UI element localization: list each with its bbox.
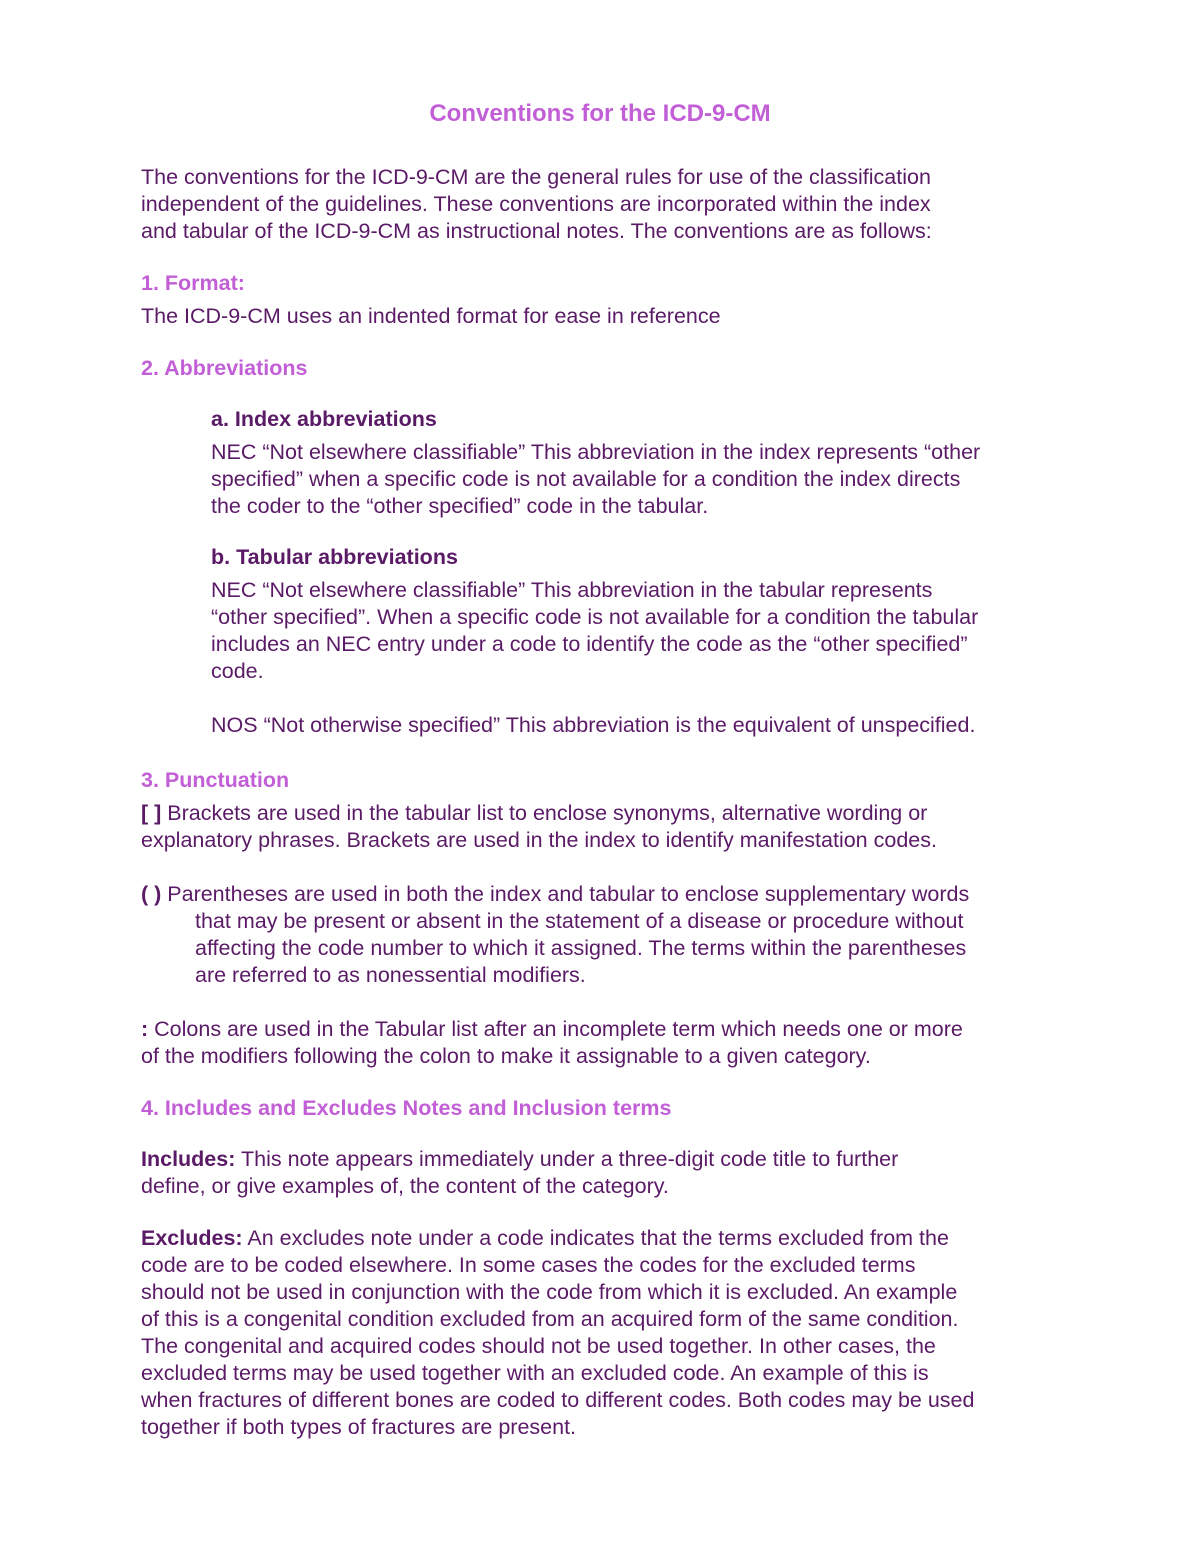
brackets-paragraph	[141, 800, 937, 854]
paragraph-line: NEC “Not elsewhere classifiable” This abbreviation in the tabular represents	[211, 578, 933, 602]
parentheses-paragraph	[141, 881, 969, 989]
colons-symbol: :	[141, 1017, 149, 1041]
paragraph-line: “other specified”. When a specific code is not available for a condition the tabular	[211, 605, 979, 629]
includes-label: Includes:	[141, 1147, 236, 1171]
paragraph-line: of this is a congenital condition excluded from an acquired form of the same condition.	[141, 1307, 959, 1331]
paragraph-line: define, or give examples of, the content of the category.	[141, 1174, 669, 1198]
intro-paragraph	[141, 164, 932, 245]
excludes-paragraph	[141, 1225, 974, 1441]
paragraph-line: NEC “Not elsewhere classifiable” This abbreviation in the index represents “other	[211, 440, 981, 464]
includes-text: This note appears immediately under a three-digit code title to further	[235, 1147, 899, 1171]
nos-paragraph: NOS “Not otherwise specified” This abbreviation is the equivalent of unspecified.	[211, 713, 976, 737]
intro-line: and tabular of the ICD-9-CM as instructional notes. The conventions are as follows:	[141, 219, 932, 243]
includes-paragraph	[141, 1146, 898, 1200]
includes-excludes-heading: 4. Includes and Excludes Notes and Inclusion terms	[141, 1096, 672, 1120]
paragraph-line: code are to be coded elsewhere. In some cases the codes for the excluded terms	[141, 1253, 916, 1277]
paragraph-first-line	[141, 1146, 898, 1173]
colons-text: Colons are used in the Tabular list after an incomplete term which needs one or more	[148, 1017, 963, 1041]
paragraph-line: affecting the code number to which it assigned. The terms within the parentheses	[195, 936, 967, 960]
paragraph-first-line	[141, 881, 969, 908]
parentheses-symbol: ( )	[141, 882, 162, 906]
paragraph-line: should not be used in conjunction with the code from which it is excluded. An example	[141, 1280, 958, 1304]
tabular-abbreviations-heading: b. Tabular abbreviations	[211, 545, 458, 569]
parentheses-text: Parentheses are used in both the index and tabular to enclose supplementary words	[161, 882, 970, 906]
paragraph-line: the coder to the “other specified” code in the tabular.	[211, 494, 709, 518]
paragraph-line: The congenital and acquired codes should not be used together. In other cases, the	[141, 1334, 936, 1358]
paragraph-first-line	[141, 1225, 974, 1252]
brackets-symbol: [ ]	[141, 801, 162, 825]
paragraph-first-line	[141, 800, 937, 827]
abbreviations-heading: 2. Abbreviations	[141, 356, 308, 380]
paragraph-line: excluded terms may be used together with an excluded code. An example of this is	[141, 1361, 929, 1385]
paragraph-line: that may be present or absent in the statement of a disease or procedure without	[195, 909, 964, 933]
paragraph-line: explanatory phrases. Brackets are used in the index to identify manifestation codes.	[141, 828, 937, 852]
format-heading: 1. Format:	[141, 271, 245, 295]
excludes-text: An excludes note under a code indicates that the terms excluded from the	[242, 1226, 949, 1250]
paragraph-line: when fractures of different bones are coded to different codes. Both codes may be used	[141, 1388, 975, 1412]
brackets-text: Brackets are used in the tabular list to enclose synonyms, alternative wording or	[161, 801, 928, 825]
paragraph-line: of the modifiers following the colon to make it assignable to a given category.	[141, 1044, 871, 1068]
paragraph-line: code.	[211, 659, 264, 683]
paragraph-line: includes an NEC entry under a code to identify the code as the “other specified”	[211, 632, 968, 656]
index-abbreviations-heading: a. Index abbreviations	[211, 407, 437, 431]
colons-paragraph	[141, 1016, 963, 1070]
paragraph-first-line	[141, 1016, 963, 1043]
intro-line: The conventions for the ICD-9-CM are the general rules for use of the classification	[141, 165, 931, 189]
excludes-label: Excludes:	[141, 1226, 243, 1250]
format-text: The ICD-9-CM uses an indented format for ease in reference	[141, 304, 721, 328]
index-abbreviations-paragraph	[211, 439, 980, 520]
page-title: Conventions for the ICD-9-CM	[429, 100, 771, 127]
paragraph-line: are referred to as nonessential modifiers.	[195, 963, 586, 987]
tabular-abbreviations-paragraph	[211, 577, 978, 685]
paragraph-line: specified” when a specific code is not available for a condition the index directs	[211, 467, 961, 491]
paragraph-line: together if both types of fractures are present.	[141, 1415, 577, 1439]
intro-line: independent of the guidelines. These conventions are incorporated within the index	[141, 192, 931, 216]
punctuation-heading: 3. Punctuation	[141, 768, 290, 792]
